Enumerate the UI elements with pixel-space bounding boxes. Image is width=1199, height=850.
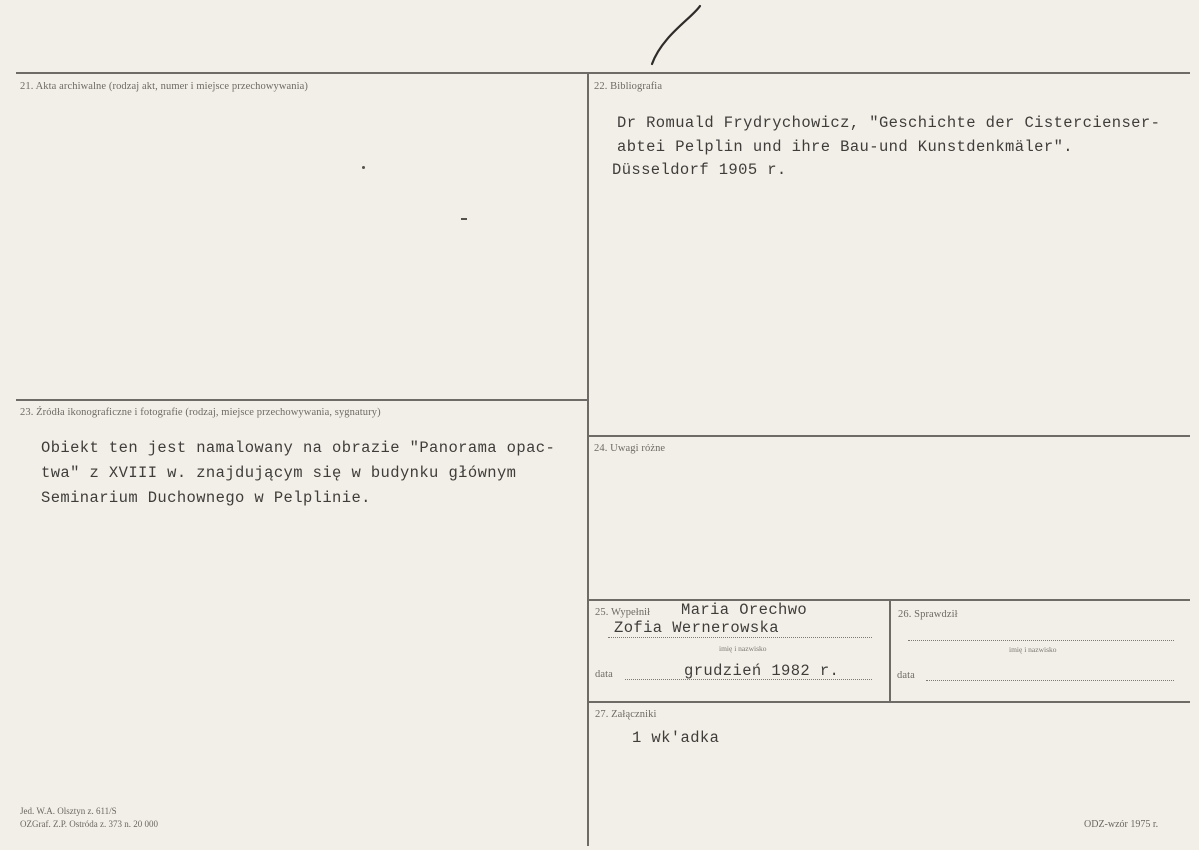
date-dotted-line-26 <box>926 680 1174 681</box>
field-25-label: 25. Wypełnił <box>595 607 651 618</box>
form-model: ODZ-wzór 1975 r. <box>1084 819 1159 830</box>
divider-25-26 <box>889 600 891 701</box>
print-info-line-2: OZGraf. Z.P. Ostróda z. 373 n. 20 000 <box>20 819 158 829</box>
bibliography-line-3: Düsseldorf 1905 r. <box>612 161 787 179</box>
field-24-label: 24. Uwagi różne <box>594 443 666 454</box>
field-26-label: 26. Sprawdził <box>898 609 958 620</box>
name-caption-26: imię i nazwisko <box>1009 645 1057 654</box>
filled-date: grudzień 1982 r. <box>684 662 840 680</box>
pen-stroke-mark <box>640 0 710 70</box>
left-section-divider <box>16 399 587 401</box>
name-dotted-line-26 <box>908 640 1174 641</box>
field-22-label: 22. Bibliografia <box>594 81 663 92</box>
date-dotted-line-25 <box>625 679 872 680</box>
field-21-label: 21. Akta archiwalne (rodzaj akt, numer i miejsce przechowywania) <box>20 81 309 92</box>
attachments-value: 1 wk'adka <box>632 729 720 747</box>
iconography-line-2: twa" z XVIII w. znajdującym się w budynku głównym <box>41 464 517 482</box>
filled-by-name-1: Maria Orechwo <box>681 601 808 619</box>
date-label-26: data <box>897 670 915 681</box>
top-border-line <box>16 72 1190 74</box>
right-section-divider-27 <box>588 701 1190 703</box>
field-27-label: 27. Załączniki <box>595 709 657 720</box>
iconography-line-1: Obiekt ten jest namalowany na obrazie "Panorama opac- <box>41 439 556 457</box>
bibliography-line-2: abtei Pelplin und ihre Bau-und Kunstdenkmäler". <box>617 138 1073 156</box>
field-23-label: 23. Źródła ikonograficzne i fotografie (rodzaj, miejsce przechowywania, sygnatury) <box>20 407 381 418</box>
name-caption: imię i nazwisko <box>719 644 767 653</box>
bibliography-line-1: Dr Romuald Frydrychowicz, "Geschichte der Cistercienser- <box>617 114 1161 132</box>
middle-divider <box>587 74 589 846</box>
date-label-25: data <box>595 669 613 680</box>
print-info-line-1: Jed. W.A. Olsztyn z. 611/S <box>20 806 117 816</box>
name-dotted-line <box>608 637 872 638</box>
iconography-line-3: Seminarium Duchownego w Pelplinie. <box>41 489 371 507</box>
filled-by-name-2: Zofia Wernerowska <box>614 619 779 637</box>
right-section-divider-24 <box>588 435 1190 437</box>
ink-speck <box>362 166 365 169</box>
ink-speck <box>461 218 467 220</box>
